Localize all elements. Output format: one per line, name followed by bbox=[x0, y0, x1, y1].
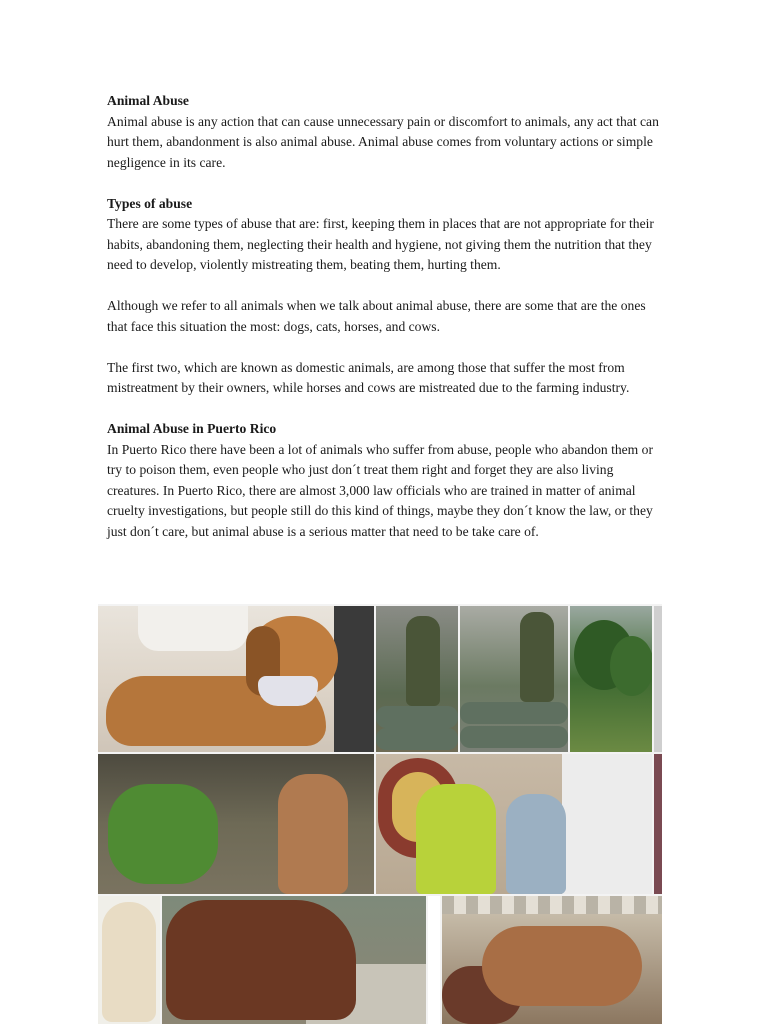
article-text bbox=[107, 91, 663, 542]
paragraph-domestic-animals: The first two, which are known as domestic animals, are among those that suffer the most from mistreatment by their owners, while horses and cows are mistreated due to the farming industry. bbox=[107, 359, 630, 395]
photo-edge bbox=[654, 606, 662, 752]
photo-collage bbox=[98, 604, 662, 1024]
photo-edge bbox=[654, 754, 662, 894]
deer-photo bbox=[98, 754, 374, 894]
heading-puerto-rico: Animal Abuse in Puerto Rico bbox=[107, 421, 277, 436]
heading-animal-abuse: Animal Abuse bbox=[107, 93, 189, 108]
paragraph-definition: Animal abuse is any action that can cause unnecessary pain or discomfort to animals, any act that can hurt them, abandonment is also animal abuse. Animal abuse comes from voluntary actions or simple negligence in its care. bbox=[107, 113, 659, 170]
forest-photo bbox=[570, 606, 652, 752]
paragraph-animals-most-affected: Although we refer to all animals when we talk about animal abuse, there are some that are the ones that face this situation the most: dogs, cats, horses, and cows. bbox=[107, 298, 646, 334]
dog-photo bbox=[98, 606, 374, 752]
soldier-photo bbox=[376, 606, 458, 752]
horse-photo bbox=[162, 896, 426, 1024]
heading-types-of-abuse: Types of abuse bbox=[107, 195, 193, 211]
officer-photo bbox=[376, 754, 652, 894]
cow-photo bbox=[442, 896, 662, 1024]
soldier-photo bbox=[460, 606, 568, 752]
dog-photo bbox=[98, 896, 160, 1024]
paragraph-types: There are some types of abuse that are: first, keeping them in places that are not appropriate for their habits, abandoning them, neglecting their health and hygiene, not giving them the nutrition that they need to develop, violently mistreating them, beating them, hurting them. bbox=[107, 216, 654, 272]
photo-gap bbox=[428, 896, 440, 1024]
paragraph-puerto-rico: In Puerto Rico there have been a lot of animals who suffer from abuse, people who abandon them or try to poison them, even people who just don´t treat them right and forget they are also living creatures. In Puerto Rico, there are almost 3,000 law officials who are trained in matter of animal cruelty investigations, but people still do this kind of things, maybe they don´t know the law, or they just don´t care, but animal abuse is a serious matter that need to be take care of. bbox=[107, 441, 653, 539]
